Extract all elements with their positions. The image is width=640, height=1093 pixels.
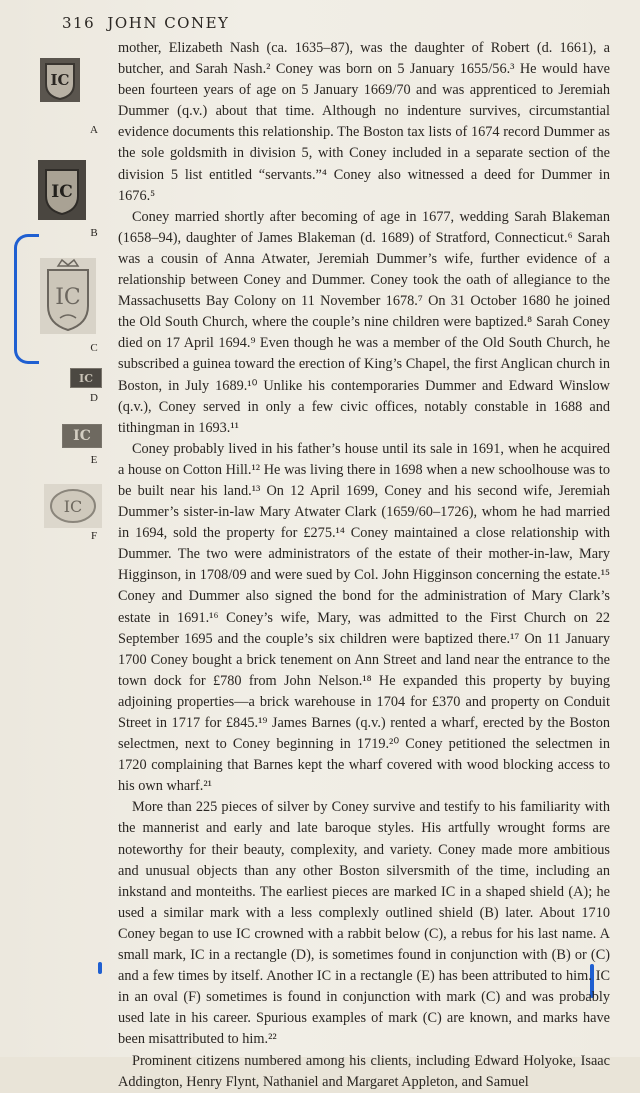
makers-mark-a [40,58,80,102]
mark-label-b: B [90,227,98,239]
body-text [118,38,610,1093]
pen-bracket-annotation [14,234,39,364]
crowned-shield-mark-image [40,258,96,334]
mark-d-text: IC [79,371,93,385]
paragraph: mother, Elizabeth Nash (ca. 1635–87), was the daughter of Robert (d. 1661), a butcher, and Sarah Nash.² Coney was born on 5 January 1655/56.³ He would have been fourteen years of age on 5 January 1669/70 and was apprenticed to Jeremiah Dummer (q.v.) about that time. Although no indenture survives, circumstantial evidence documents this relationship. The Boston tax lists of 1674 record Dummer as the sole goldsmith in division 5, with Coney included in a separate section of the division 5 list entitled “servants.”⁴ Coney also witnessed a deed for Dummer in 1676.⁵ [118,40,610,204]
page-number: 316 [62,14,96,32]
mark-label-f: F [90,530,98,542]
makers-mark-f [44,484,102,528]
makers-mark-d [70,368,102,388]
svg-text:IC: IC [55,285,81,310]
paragraph: More than 225 pieces of silver by Coney survive and testify to his familiarity with the mannerist and early and late baroque styles. His artfully wrought forms are noteworthy for their beauty, complexity, and variety. Coney made more ambitious and unusual objects than any other Boston silversmith of the time, including an inkstand and monteiths. The earliest pieces are marked IC in a shaped shield (A); he used a similar mark with a less complexly outlined shield (B) later. About 1710 Coney began to use IC crowned with a rabbit below (C), a rebus for his last name. A small mark, IC in a rectangle (D), is sometimes found in conjunction with (B) or (C) and a few times by itself. Another IC in a rectangle (E) has been attributed to him. IC in an oval (F) sometimes is found in conjunction with mark (C) and was probably used late in his career. Spurious examples of mark (C) are known, and marks have been misattributed to him.²² [118,799,610,1048]
paragraph: Coney probably lived in his father’s house until its sale in 1691, when he acquired a house on Cotton Hill.¹² He was living there in 1698 when a new schoolhouse was to be built near his land.¹³ On 12 April 1699, Coney and his second wife, Jeremiah Dummer’s sister-in-law Mary Atwater Clark (1659/60–1726), whom he had married in 1694, sold the property for £275.¹⁴ Coney maintained a close relationship with Dummer. The two were administrators of the estate of their mother-in-law, Mary Higginson, in 1708/09 and were sued by Col. John Higginson concerning the estate.¹⁵ Coney and Dummer also signed the bond for the administration of Mary Clark’s estate in 1691.¹⁶ Coney’s wife, Mary, was admitted to the First Church on 22 September 1695 and the couple’s six children were baptized there.¹⁷ On 11 January 1700 Coney bought a brick tenement on Ann Street and land near the entrance to the town dock for £780 from John Nelson.¹⁸ He expanded this property by buying adjoining properties—a brick warehouse in 1704 for £370 and property on Conduit Street in 1717 for £845.¹⁹ James Barnes (q.v.) rented a wharf, erected by the Boston selectmen, next to Coney beginning in 1719.²⁰ Coney petitioned the selectmen in 1720 complaining that Barnes kept the wharf covered with wood blocking access to his own wharf.²¹ [118,440,610,795]
paragraph: Coney married shortly after becoming of age in 1677, wedding Sarah Blakeman (1658–94), daughter of James Blakeman (d. 1689) of Stratford, Connecticut.⁶ Sarah was a cousin of Anna Atwater, Jeremiah Dummer’s wife, further evidence of a relationship between Coney and Dummer. Coney took the oath of allegiance to the Massachusetts Bay Colony on 11 November 1678.⁷ On 31 October 1680 he joined the Old South Church, where the couple’s nine children were baptized.⁸ Sarah Coney died on 17 April 1694.⁹ Even though he was a member of the Old South Church, he subscribed a guinea toward the erection of King’s Chapel, the first Anglican church in Boston, in July 1689.¹⁰ Unlike his contemporaries Dummer and Edward Winslow (q.v.), Coney served in only a few civic offices, notably constable in 1688 and tithingman in 1693.¹¹ [118,208,610,436]
running-title: JOHN CONEY [107,14,230,32]
running-header [62,14,229,32]
mark-label-e: E [90,454,98,466]
mark-label-d: D [90,392,98,404]
mark-e-text: IC [73,428,91,444]
shield-mark-image [40,58,80,102]
svg-text:IC: IC [63,497,83,516]
makers-mark-c [40,258,96,334]
mark-label-a: A [90,124,98,136]
svg-text:IC: IC [50,71,70,89]
makers-mark-e [62,424,102,448]
paragraph: Prominent citizens numbered among his clients, including Edward Holyoke, Isaac Addington, Henry Flynt, Nathaniel and Margaret Appleton, and Samuel [118,1052,610,1090]
pen-mark-left [98,962,102,974]
oval-mark-image [44,484,102,528]
shield-mark-image [38,160,86,220]
svg-text:IC: IC [51,182,73,202]
makers-mark-b [38,160,86,220]
mark-label-c: C [90,342,98,354]
